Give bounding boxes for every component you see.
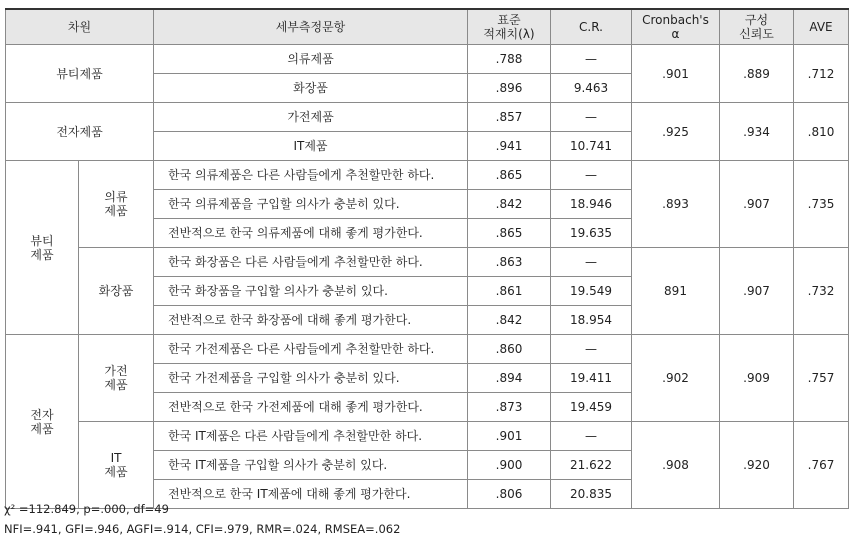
loading-cell: .788 bbox=[468, 45, 551, 74]
footnote-fit-indices: NFI=.941, GFI=.946, AGFI=.914, CFI=.979, RMR=.024, RMSEA=.062 bbox=[4, 522, 401, 536]
loading-cell: .860 bbox=[468, 335, 551, 364]
item-cell: 한국 IT제품은 다른 사람들에게 추천할만한 하다. bbox=[154, 422, 468, 451]
cr-cell: — bbox=[551, 161, 632, 190]
alpha-cell: .901 bbox=[632, 45, 720, 103]
item-cell: 화장품 bbox=[154, 74, 468, 103]
cr-cell: — bbox=[551, 248, 632, 277]
item-cell: 전반적으로 한국 의류제품에 대해 좋게 평가한다. bbox=[154, 219, 468, 248]
item-cell: 전반적으로 한국 IT제품에 대해 좋게 평가한다. bbox=[154, 480, 468, 509]
cr-cell: 20.835 bbox=[551, 480, 632, 509]
composite-cell: .909 bbox=[720, 335, 794, 422]
cr-cell: — bbox=[551, 103, 632, 132]
ave-cell: .732 bbox=[794, 248, 849, 335]
composite-cell: .907 bbox=[720, 161, 794, 248]
alpha-cell: .893 bbox=[632, 161, 720, 248]
alpha-cell: .925 bbox=[632, 103, 720, 161]
table-row bbox=[6, 161, 849, 190]
cr-cell: — bbox=[551, 335, 632, 364]
item-cell: 전반적으로 한국 가전제품에 대해 좋게 평가한다. bbox=[154, 393, 468, 422]
dimension-cell: 전자 제품 bbox=[6, 335, 79, 509]
loading-cell: .941 bbox=[468, 132, 551, 161]
cr-cell: — bbox=[551, 45, 632, 74]
cr-cell: 18.946 bbox=[551, 190, 632, 219]
loading-cell: .806 bbox=[468, 480, 551, 509]
cr-cell: 9.463 bbox=[551, 74, 632, 103]
ave-cell: .810 bbox=[794, 103, 849, 161]
cr-cell: 18.954 bbox=[551, 306, 632, 335]
alpha-cell: .902 bbox=[632, 335, 720, 422]
dimension-cell: 뷰티제품 bbox=[6, 45, 154, 103]
loading-cell: .901 bbox=[468, 422, 551, 451]
item-cell: 한국 화장품은 다른 사람들에게 추천할만한 하다. bbox=[154, 248, 468, 277]
item-cell: 한국 의류제품을 구입할 의사가 충분히 있다. bbox=[154, 190, 468, 219]
loading-cell: .865 bbox=[468, 161, 551, 190]
composite-cell: .889 bbox=[720, 45, 794, 103]
header-std-loading: 표준 적재치(λ) bbox=[468, 9, 551, 45]
item-cell: 한국 가전제품을 구입할 의사가 충분히 있다. bbox=[154, 364, 468, 393]
loading-cell: .857 bbox=[468, 103, 551, 132]
header-alpha: Cronbach's α bbox=[632, 9, 720, 45]
composite-cell: .934 bbox=[720, 103, 794, 161]
table-row bbox=[6, 248, 849, 277]
loading-cell: .842 bbox=[468, 306, 551, 335]
header-cr: C.R. bbox=[551, 9, 632, 45]
alpha-cell: .908 bbox=[632, 422, 720, 509]
table-container bbox=[5, 8, 848, 509]
item-cell: 한국 가전제품은 다른 사람들에게 추천할만한 하다. bbox=[154, 335, 468, 364]
item-cell: 한국 IT제품을 구입할 의사가 충분히 있다. bbox=[154, 451, 468, 480]
ave-cell: .735 bbox=[794, 161, 849, 248]
cr-cell: 19.411 bbox=[551, 364, 632, 393]
loading-cell: .894 bbox=[468, 364, 551, 393]
loading-cell: .865 bbox=[468, 219, 551, 248]
subdimension-cell: 가전 제품 bbox=[79, 335, 154, 422]
dimension-cell: 전자제품 bbox=[6, 103, 154, 161]
cr-cell: 21.622 bbox=[551, 451, 632, 480]
subdimension-cell: IT 제품 bbox=[79, 422, 154, 509]
composite-cell: .907 bbox=[720, 248, 794, 335]
table-row bbox=[6, 422, 849, 451]
cr-cell: 10.741 bbox=[551, 132, 632, 161]
ave-cell: .712 bbox=[794, 45, 849, 103]
cr-cell: 19.549 bbox=[551, 277, 632, 306]
item-cell: 한국 화장품을 구입할 의사가 충분히 있다. bbox=[154, 277, 468, 306]
item-cell: IT제품 bbox=[154, 132, 468, 161]
header-ave: AVE bbox=[794, 9, 849, 45]
cr-cell: 19.635 bbox=[551, 219, 632, 248]
item-cell: 전반적으로 한국 화장품에 대해 좋게 평가한다. bbox=[154, 306, 468, 335]
ave-cell: .757 bbox=[794, 335, 849, 422]
table-row bbox=[6, 103, 849, 132]
validity-table bbox=[5, 8, 849, 509]
alpha-cell: 891 bbox=[632, 248, 720, 335]
header-composite: 구성 신뢰도 bbox=[720, 9, 794, 45]
loading-cell: .863 bbox=[468, 248, 551, 277]
ave-cell: .767 bbox=[794, 422, 849, 509]
header-row bbox=[6, 9, 849, 45]
loading-cell: .861 bbox=[468, 277, 551, 306]
table-row bbox=[6, 45, 849, 74]
subdimension-cell: 화장품 bbox=[79, 248, 154, 335]
loading-cell: .842 bbox=[468, 190, 551, 219]
item-cell: 가전제품 bbox=[154, 103, 468, 132]
item-cell: 한국 의류제품은 다른 사람들에게 추천할만한 하다. bbox=[154, 161, 468, 190]
loading-cell: .873 bbox=[468, 393, 551, 422]
cr-cell: — bbox=[551, 422, 632, 451]
loading-cell: .900 bbox=[468, 451, 551, 480]
table-row bbox=[6, 335, 849, 364]
subdimension-cell: 의류 제품 bbox=[79, 161, 154, 248]
header-items: 세부측정문항 bbox=[154, 9, 468, 45]
dimension-cell: 뷰티 제품 bbox=[6, 161, 79, 335]
loading-cell: .896 bbox=[468, 74, 551, 103]
composite-cell: .920 bbox=[720, 422, 794, 509]
item-cell: 의류제품 bbox=[154, 45, 468, 74]
cr-cell: 19.459 bbox=[551, 393, 632, 422]
footnote-chi-square: χ² =112.849, p=.000, df=49 bbox=[4, 502, 169, 516]
header-dimension: 차원 bbox=[6, 9, 154, 45]
